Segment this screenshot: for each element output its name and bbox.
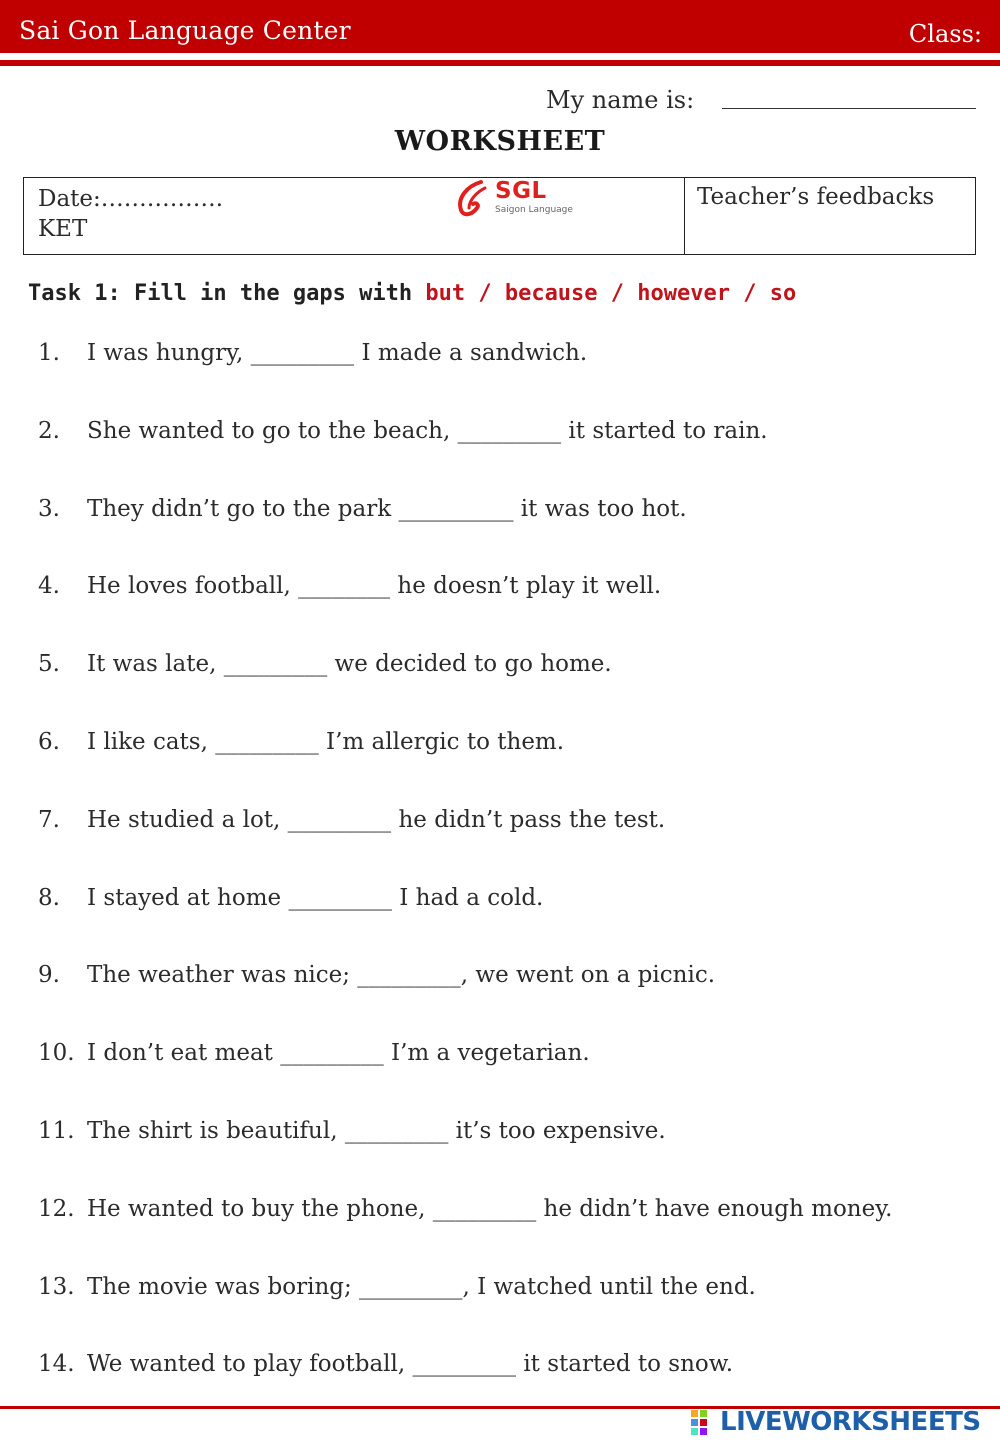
question-text: He wanted to buy the phone, _________ he didn’t have enough money. bbox=[87, 1195, 893, 1222]
question-number: 6. bbox=[38, 729, 60, 755]
question-text: It was late, _________ we decided to go home. bbox=[87, 651, 612, 678]
question-text: I was hungry, _________ I made a sandwich. bbox=[87, 340, 588, 366]
question-text: We wanted to play football, _________ it started to snow. bbox=[87, 1351, 733, 1378]
page-title: WORKSHEET bbox=[394, 126, 606, 157]
question-number: 11. bbox=[38, 1118, 75, 1144]
question-text: He loves football, ________ he doesn’t play it well. bbox=[87, 573, 662, 600]
name-label: My name is: bbox=[546, 86, 695, 114]
question-number: 14. bbox=[38, 1351, 75, 1378]
question-number: 9. bbox=[38, 962, 60, 989]
question-item bbox=[38, 651, 612, 677]
info-box-divider bbox=[684, 178, 685, 254]
question-item bbox=[38, 418, 768, 444]
teacher-feedback-label: Teacher’s feedbacks bbox=[697, 184, 935, 210]
question-number: 2. bbox=[38, 417, 60, 444]
question-item bbox=[38, 1118, 666, 1144]
question-item bbox=[38, 1351, 733, 1377]
center-name: Sai Gon Language Center bbox=[19, 16, 351, 45]
question-item bbox=[38, 962, 715, 988]
question-item bbox=[38, 1196, 892, 1222]
task-instruction bbox=[28, 281, 796, 306]
logo-subtext: Saigon Language bbox=[495, 205, 573, 215]
logo-swoosh-icon bbox=[455, 178, 495, 220]
question-number: 7. bbox=[38, 806, 60, 833]
task-words: but / because / however / so bbox=[425, 281, 797, 306]
question-text: The weather was nice; _________, we went on a picnic. bbox=[87, 962, 716, 989]
header-divider bbox=[0, 60, 1000, 66]
logo-text: SGL bbox=[495, 178, 547, 204]
question-text: They didn’t go to the park __________ it was too hot. bbox=[87, 495, 687, 522]
question-item bbox=[38, 496, 687, 522]
question-text: The shirt is beautiful, _________ it’s too expensive. bbox=[87, 1118, 666, 1144]
question-item bbox=[38, 1040, 590, 1066]
level-label: KET bbox=[38, 216, 88, 242]
question-text: The movie was boring; _________, I watched until the end. bbox=[87, 1273, 756, 1300]
header-band bbox=[0, 0, 1000, 53]
question-item bbox=[38, 729, 564, 755]
question-number: 1. bbox=[38, 340, 60, 366]
question-item bbox=[38, 340, 587, 366]
date-field: Date:……………. bbox=[38, 186, 224, 212]
question-number: 4. bbox=[38, 573, 60, 600]
name-field[interactable] bbox=[722, 108, 976, 109]
question-item bbox=[38, 807, 665, 833]
question-text: I don’t eat meat _________ I’m a vegetarian. bbox=[87, 1040, 590, 1067]
question-number: 3. bbox=[38, 495, 60, 522]
question-item bbox=[38, 573, 661, 599]
question-number: 12. bbox=[38, 1195, 75, 1222]
question-number: 10. bbox=[38, 1040, 75, 1067]
class-label: Class: bbox=[908, 20, 982, 48]
question-number: 5. bbox=[38, 651, 60, 678]
question-text: I like cats, _________ I’m allergic to them. bbox=[87, 729, 565, 755]
sgl-logo bbox=[455, 178, 573, 220]
question-item bbox=[38, 1274, 756, 1300]
question-text: I stayed at home _________ I had a cold. bbox=[87, 884, 544, 911]
watermark-text: LIVEWORKSHEETS bbox=[720, 1407, 981, 1437]
question-text: He studied a lot, _________ he didn’t pass the test. bbox=[87, 806, 666, 833]
question-item bbox=[38, 885, 543, 911]
liveworksheets-logo-icon bbox=[690, 1408, 718, 1436]
question-number: 8. bbox=[38, 884, 60, 911]
liveworksheets-watermark bbox=[690, 1408, 990, 1438]
task-prefix: Task 1: Fill in the gaps with bbox=[28, 281, 426, 306]
question-number: 13. bbox=[38, 1273, 75, 1300]
question-text: She wanted to go to the beach, _________ it started to rain. bbox=[87, 417, 768, 444]
